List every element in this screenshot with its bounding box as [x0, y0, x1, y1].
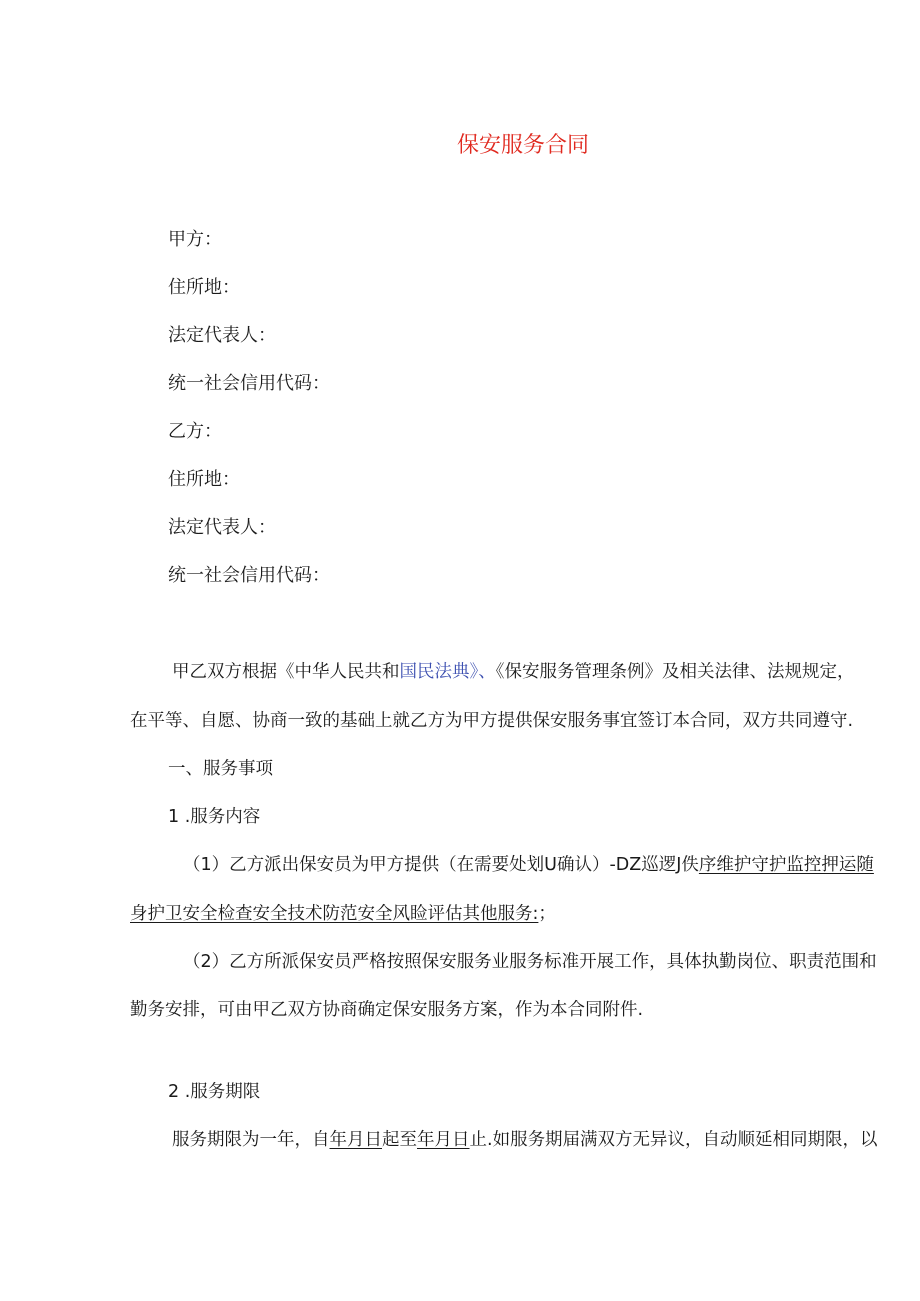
- item-1-p1-text: （1）乙方派出保安员为甲方提供（在需要处划U确认）-DZ巡逻J佚: [183, 855, 699, 875]
- party-b-credit-label: 统一社会信用代码：: [168, 565, 330, 586]
- term-text-e: 止.如服务期届满双方无异议，自动顺延相同期限，以: [469, 1130, 878, 1150]
- item-2-text: [172, 1128, 878, 1152]
- item-1-p1-end: ；: [538, 904, 556, 924]
- party-b-name-label: 乙方：: [168, 421, 222, 442]
- item-1-heading: 1 .服务内容: [168, 807, 261, 827]
- service-options-underlined-2: 身护卫安全检查安全技术防范安全风睑评估其他服务:: [130, 904, 539, 924]
- service-options-underlined: 序维护守护监控押运随: [698, 855, 874, 875]
- item-1-paragraph-1-line-1: [183, 853, 874, 877]
- party-a-name-label: 甲方：: [168, 229, 222, 250]
- start-date-blank: 年月日: [329, 1130, 382, 1150]
- party-b-rep-label: 法定代表人：: [168, 517, 276, 538]
- document-title: 保安服务合同: [456, 133, 589, 158]
- party-a-address-label: 住所地：: [168, 277, 240, 298]
- preamble-line-1: [172, 660, 855, 684]
- term-text-c: 起至: [382, 1130, 417, 1150]
- preamble-text-c: 《保安服务管理条例》及相关法律、法规规定，: [495, 662, 855, 682]
- preamble-text-a: 甲乙双方根据《中华人民共和: [172, 662, 400, 682]
- party-a-rep-label: 法定代表人：: [168, 325, 276, 346]
- party-a-credit-label: 统一社会信用代码：: [168, 373, 330, 394]
- preamble-line-2: 在平等、自愿、协商一致的基础上就乙方为甲方提供保安服务事宜签订本合同，双方共同遵守.: [130, 711, 854, 731]
- section-1-heading: 一、服务事项: [168, 759, 273, 779]
- item-1-paragraph-2-line-1: （2）乙方所派保安员严格按照保安服务业服务标准开展工作，具体执勤岗位、职责范围和: [183, 952, 877, 972]
- item-1-paragraph-2-line-2: 勤务安排，可由甲乙双方协商确定保安服务方案，作为本合同附件.: [130, 1000, 644, 1020]
- party-b-address-label: 住所地：: [168, 469, 240, 490]
- item-1-paragraph-1-line-2: [130, 902, 556, 926]
- item-2-heading: 2 .服务期限: [168, 1082, 261, 1102]
- civil-code-reference: 国民法典》、: [399, 662, 496, 682]
- end-date-blank: 年月日: [417, 1130, 470, 1150]
- term-text-a: 服务期限为一年，自: [172, 1130, 330, 1150]
